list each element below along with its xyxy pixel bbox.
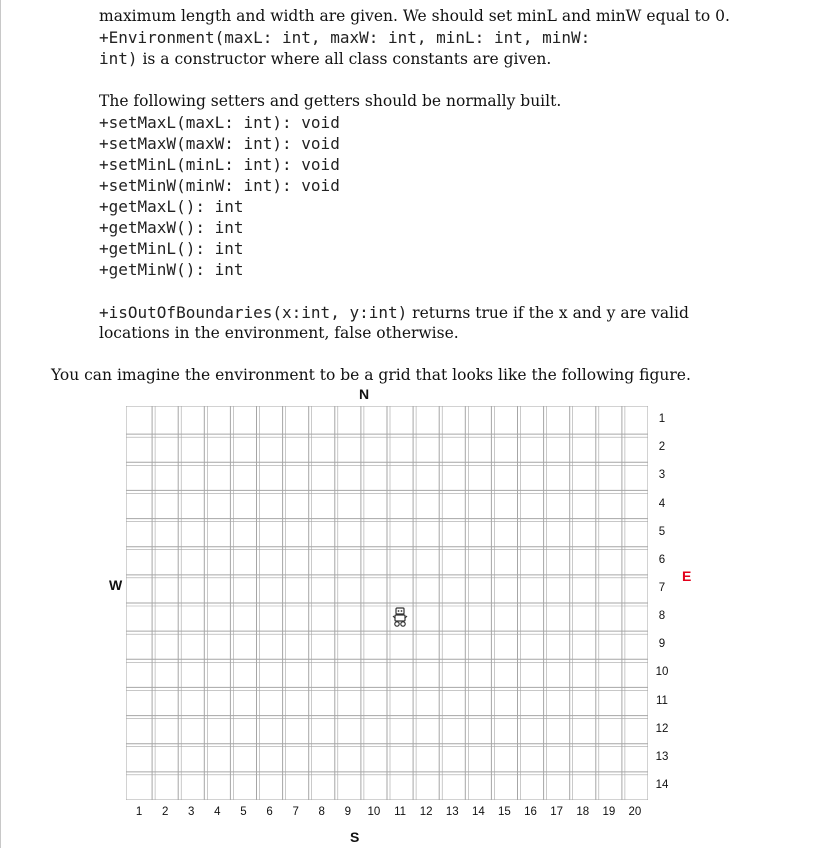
constructor-signature: +Environment(maxL: int, maxW: int, minL: int, minW: [99,28,591,47]
method-signature: +setMinL(minL: int): void [99,155,340,174]
column-number: 11 [394,806,407,818]
text-line: maximum length and width are given. We should set minL and minW equal to 0. [99,7,730,25]
south-label: S [350,829,360,845]
method-signature: +getMaxL(): int [99,197,244,216]
boundaries-text: returns true if the x and y are valid [407,304,689,322]
row-number: 4 [658,497,666,510]
boundaries-description-line2: locations in the environment, false otherwise. [99,324,459,342]
east-label: E [682,568,692,584]
column-number: 15 [498,806,511,818]
column-number: 2 [161,806,169,818]
method-signature: +getMinL(): int [99,239,244,258]
boundaries-description [99,302,689,324]
column-number: 16 [524,806,537,818]
column-number: 12 [419,806,433,818]
row-number: 11 [656,694,668,707]
column-number: 14 [471,806,485,818]
row-number: 8 [658,610,666,623]
column-number: 4 [214,806,221,818]
constructor-text: is a constructor where all class constants are given. [137,50,552,68]
environment-grid [126,406,648,800]
column-number: 9 [344,806,352,818]
row-number: 7 [658,581,666,594]
column-number: 10 [367,806,381,818]
column-number: 18 [576,806,590,818]
method-signature: +setMaxW(maxW: int): void [99,134,340,153]
row-number: 1 [658,413,666,426]
row-number: 6 [658,553,666,566]
column-number: 8 [318,806,325,818]
constructor-description [99,48,551,70]
constructor-signature-end: int) [99,49,138,68]
column-number: 5 [240,806,247,818]
row-number: 10 [655,666,669,679]
robot-icon [392,607,408,627]
method-signature: +setMaxL(maxL: int): void [99,113,340,132]
column-number: 6 [266,806,273,818]
figure-intro: You can imagine the environment to be a grid that looks like the following figure. [51,366,691,384]
method-signature: +getMinW(): int [99,260,244,279]
column-number: 7 [292,806,299,818]
row-number: 5 [658,525,666,538]
column-number: 19 [602,806,616,818]
row-number: 9 [658,638,666,651]
west-label: W [109,577,123,593]
setters-getters-intro: The following setters and getters should be normally built. [99,92,562,110]
page-edge [0,0,1,848]
row-number: 2 [658,441,666,454]
column-number: 13 [445,806,459,818]
row-number: 14 [655,778,669,791]
column-number: 20 [628,806,642,818]
column-number: 3 [188,806,195,818]
row-number: 3 [658,469,666,482]
column-number: 17 [550,806,564,818]
grid-lines [126,406,648,800]
column-number: 1 [135,806,143,818]
boundaries-signature: +isOutOfBoundaries(x:int, y:int) [99,303,408,322]
method-signature: +getMaxW(): int [99,218,244,237]
row-number: 13 [655,750,669,763]
north-label: N [359,386,370,402]
row-number: 12 [655,722,669,735]
method-signature: +setMinW(minW: int): void [99,176,340,195]
